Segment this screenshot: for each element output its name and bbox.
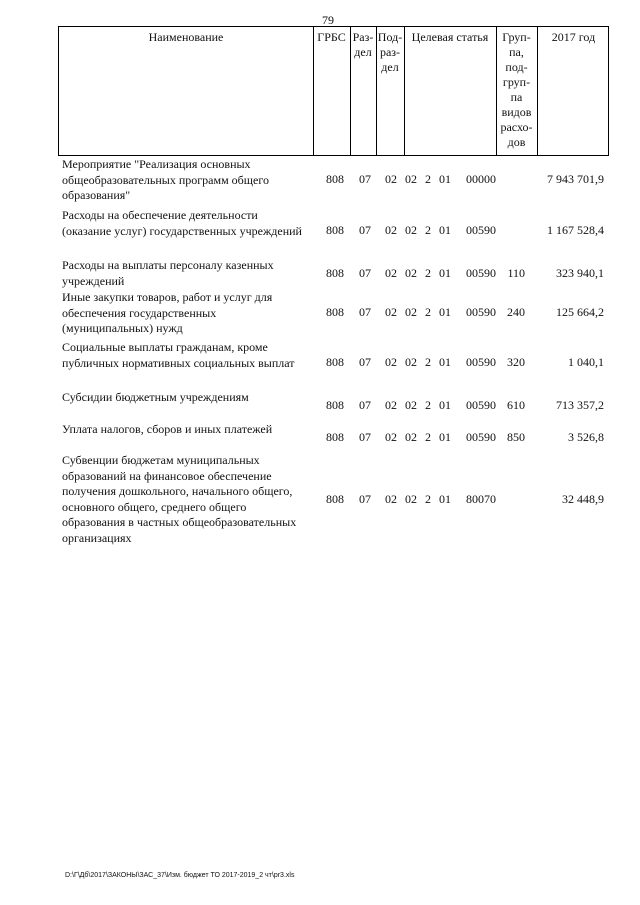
row-group: 850 bbox=[507, 430, 525, 444]
row-t2: 2 bbox=[425, 492, 431, 506]
row-t2: 2 bbox=[425, 430, 431, 444]
row-amount: 3 526,8 bbox=[568, 430, 604, 444]
row-grbs: 808 bbox=[326, 492, 344, 506]
row-t1: 02 bbox=[405, 430, 417, 444]
row-razdel: 07 bbox=[359, 398, 371, 412]
row-t1: 02 bbox=[405, 266, 417, 280]
row-razdel: 07 bbox=[359, 223, 371, 237]
header-grbs: ГРБС bbox=[317, 30, 346, 44]
header-name: Наименование bbox=[148, 30, 224, 44]
file-path-footer: D:\Г\Дб\2017\ЗАКОНЫ\ЗАС_37\Изм. бюджет ТО 2017-2019_2 чт\рr3.xls bbox=[65, 872, 295, 879]
row-t1: 02 bbox=[405, 305, 417, 319]
row-t1: 02 bbox=[405, 355, 417, 369]
row-name: Расходы на обеспечение деятельности (оказание услуг) государственных учреждений bbox=[62, 208, 302, 238]
row-razdel: 07 bbox=[359, 172, 371, 186]
row-group: 110 bbox=[507, 266, 525, 280]
row-t3: 01 bbox=[439, 305, 451, 319]
row-grbs: 808 bbox=[326, 398, 344, 412]
row-t2: 2 bbox=[425, 355, 431, 369]
row-t2: 2 bbox=[425, 223, 431, 237]
row-t3: 01 bbox=[439, 223, 451, 237]
page-number: 79 bbox=[322, 13, 334, 27]
row-t3: 01 bbox=[439, 398, 451, 412]
table-row bbox=[0, 390, 640, 421]
row-podrazdel: 02 bbox=[385, 223, 397, 237]
row-name: Расходы на выплаты персоналу казенных учреждений bbox=[62, 258, 274, 288]
row-razdel: 07 bbox=[359, 266, 371, 280]
row-podrazdel: 02 bbox=[385, 355, 397, 369]
row-amount: 323 940,1 bbox=[556, 266, 604, 280]
row-t3: 01 bbox=[439, 430, 451, 444]
row-podrazdel: 02 bbox=[385, 398, 397, 412]
row-t2: 2 bbox=[425, 172, 431, 186]
column-divider bbox=[313, 27, 314, 155]
row-t1: 02 bbox=[405, 223, 417, 237]
row-razdel: 07 bbox=[359, 492, 371, 506]
header-group: Груп- па, под- груп- па видов расхо- дов bbox=[500, 30, 533, 149]
row-t2: 2 bbox=[425, 266, 431, 280]
row-podrazdel: 02 bbox=[385, 492, 397, 506]
header-razdel: Раз- дел bbox=[352, 30, 374, 59]
header-target: Целевая статья bbox=[411, 30, 489, 44]
row-t3: 01 bbox=[439, 266, 451, 280]
row-t3: 01 bbox=[439, 172, 451, 186]
row-grbs: 808 bbox=[326, 430, 344, 444]
row-name: Уплата налогов, сборов и иных платежей bbox=[62, 422, 273, 436]
table-row bbox=[0, 258, 640, 289]
header-podrazdel: Под- раз- дел bbox=[377, 30, 403, 74]
row-amount: 1 167 528,4 bbox=[547, 223, 604, 237]
row-name: Субсидии бюджетным учреждениям bbox=[62, 390, 249, 404]
table-row bbox=[0, 422, 640, 453]
row-grbs: 808 bbox=[326, 172, 344, 186]
table-row bbox=[0, 453, 640, 546]
row-t4: 80070 bbox=[466, 492, 496, 506]
row-name: Мероприятие "Реализация основных общеобразовательных программ общего образования" bbox=[62, 157, 269, 202]
row-t4: 00590 bbox=[466, 266, 496, 280]
row-name: Иные закупки товаров, работ и услуг для обеспечения государственных (муниципальных) нужд bbox=[62, 290, 273, 335]
row-t1: 02 bbox=[405, 492, 417, 506]
row-grbs: 808 bbox=[326, 266, 344, 280]
row-amount: 1 040,1 bbox=[568, 355, 604, 369]
table-row bbox=[0, 290, 640, 336]
row-t4: 00590 bbox=[466, 355, 496, 369]
row-t4: 00590 bbox=[466, 223, 496, 237]
table-row bbox=[0, 208, 640, 254]
row-amount: 125 664,2 bbox=[556, 305, 604, 319]
row-group: 610 bbox=[507, 398, 525, 412]
row-podrazdel: 02 bbox=[385, 172, 397, 186]
column-divider bbox=[404, 27, 405, 155]
row-t4: 00000 bbox=[466, 172, 496, 186]
row-t4: 00590 bbox=[466, 398, 496, 412]
row-t1: 02 bbox=[405, 172, 417, 186]
row-amount: 713 357,2 bbox=[556, 398, 604, 412]
row-podrazdel: 02 bbox=[385, 305, 397, 319]
row-t3: 01 bbox=[439, 355, 451, 369]
table-row bbox=[0, 340, 640, 386]
column-divider bbox=[537, 27, 538, 155]
header-year: 2017 год bbox=[551, 30, 596, 44]
row-amount: 32 448,9 bbox=[562, 492, 604, 506]
row-razdel: 07 bbox=[359, 430, 371, 444]
table-header bbox=[58, 26, 609, 156]
row-t3: 01 bbox=[439, 492, 451, 506]
row-grbs: 808 bbox=[326, 223, 344, 237]
row-grbs: 808 bbox=[326, 305, 344, 319]
row-razdel: 07 bbox=[359, 355, 371, 369]
row-t2: 2 bbox=[425, 398, 431, 412]
row-name: Социальные выплаты гражданам, кроме публичных нормативных социальных выплат bbox=[62, 340, 295, 370]
row-t4: 00590 bbox=[466, 430, 496, 444]
row-podrazdel: 02 bbox=[385, 266, 397, 280]
row-podrazdel: 02 bbox=[385, 430, 397, 444]
row-t1: 02 bbox=[405, 398, 417, 412]
row-t2: 2 bbox=[425, 305, 431, 319]
row-amount: 7 943 701,9 bbox=[547, 172, 604, 186]
row-t4: 00590 bbox=[466, 305, 496, 319]
row-grbs: 808 bbox=[326, 355, 344, 369]
row-group: 320 bbox=[507, 355, 525, 369]
row-group: 240 bbox=[507, 305, 525, 319]
row-name: Субвенции бюджетам муниципальных образований на финансовое обеспечение получения дошкольного, начального общего, основного общего, среднего общего образования в частных общеобразовательных организациях bbox=[62, 453, 297, 545]
row-razdel: 07 bbox=[359, 305, 371, 319]
table-row bbox=[0, 157, 640, 203]
